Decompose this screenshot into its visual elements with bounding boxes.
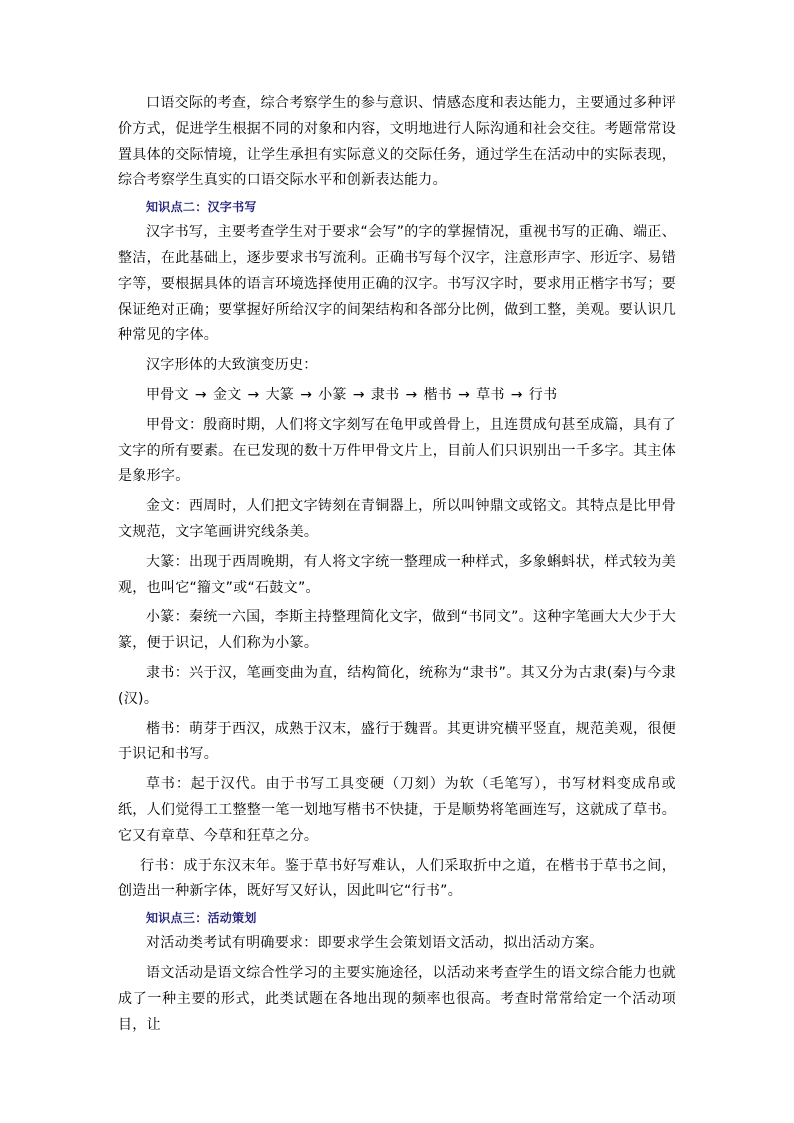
lishu-paragraph: 隶书：兴于汉，笔画变曲为直，结构简化，统称为“隶书”。其又分为古隶(秦)与今隶(汉)。 [118,664,676,707]
evolution-dazhuan: 大篆 [265,386,295,403]
evolution-caoshu: 草书 [476,386,505,403]
arrow-icon: → [300,386,313,403]
arrow-icon: → [458,386,471,403]
intro-paragraph: 口语交际的考查，综合考察学生的参与意识、情感态度和表达能力，主要通过多种评价方式，促进学生根据不同的对象和内容，文明地进行人际沟通和社会交往。考题常常设置具体的交际情境，让学生承担有实际意义的交际任务，通过学生在活动中的实际表现，综合考察学生真实的口语交际水平和创新表达能力。 [118,95,676,189]
section3-body: 语文活动是语文综合性学习的主要实施途径，以活动来考查学生的语文综合能力也就成了一种主要的形式，此类试题在各地出现的频率也很高。考查时常常给定一个活动项目，让 [118,964,676,1033]
section2-body: 汉字书写，主要考查学生对于要求“会写”的字的掌握情况，重视书写的正确、端正、整洁，在此基础上，逐步要求书写流利。正确书写每个汉字，注意形声字、形近字、易错字等，要根据具体的语言环境选择使用正确的汉字。书写汉字时，要求用正楷字书写；要保证绝对正确；要掌握好所给汉字的间架结构和各部分比例，做到工整，美观。要认识几种常见的字体。 [118,224,676,344]
section2-heading: 知识点二：汉字书写 [146,200,257,215]
evolution-xingshu: 行书 [528,386,558,403]
caoshu-paragraph: 草书：起于汉代。由于书写工具变硬（刀刻）为软（毛笔写），书写材料变成帛或纸，人们觉得工工整整一笔一划地写楷书不快捷，于是顺势将笔画连写，这就成了草书。它又有章草、今草和狂草之分。 [118,776,676,844]
evolution-line [118,383,676,409]
xiaozhuan-paragraph: 小篆：秦统一六国，李斯主持整理简化文字，做到“书同文”。这种字笔画大大少于大篆，便于识记，人们称为小篆。 [118,609,676,652]
xingshu-paragraph: 行书：成于东汉末年。鉴于草书好写难认，人们采取折中之道，在楷书于草书之间，创造出一种新字体，既好写又好认，因此叫它“行书”。 [118,857,676,900]
section3-heading: 知识点三：活动策划 [146,911,257,926]
arrow-icon: → [194,386,207,403]
dazhuan-paragraph: 大篆：出现于西周晚期，有人将文字统一整理成一种样式，多象蝌蚪状，样式较为美观，也叫它“籀文”或“石鼓文”。 [118,553,676,596]
evolution-xiaozhuan: 小篆 [318,386,347,403]
history-label: 汉字形体的大致演变历史： [146,357,318,374]
arrow-icon: → [352,386,365,403]
evolution-kaishu: 楷书 [423,386,453,403]
jinwen-paragraph: 金文：西周时，人们把文字铸刻在青铜器上，所以叫钟鼎文或铭文。其特点是比甲骨文规范，文字笔画讲究线条美。 [118,498,676,540]
arrow-icon: → [247,386,260,403]
arrow-icon: → [405,386,418,403]
evolution-jinwen: 金文 [212,386,242,403]
jiaguwen-paragraph: 甲骨文：殷商时期，人们将文字刻写在龟甲或兽骨上，且连贯成句甚至成篇，具有了文字的所有要素。在已发现的数十万件甲骨文片上，目前人们只识别出一千多字。其主体是象形字。 [118,416,676,485]
kaishu-paragraph: 楷书：萌芽于西汉，成熟于汉末，盛行于魏晋。其更讲究横平竖直，规范美观，很便于识记和书写。 [118,720,676,763]
section3-requirement: 对活动类考试有明确要求：即要求学生会策划语文活动，拟出活动方案。 [146,935,604,952]
arrow-icon: → [510,386,523,403]
evolution-jiaguwen: 甲骨文 [146,386,189,403]
evolution-lishu: 隶书 [370,386,400,403]
